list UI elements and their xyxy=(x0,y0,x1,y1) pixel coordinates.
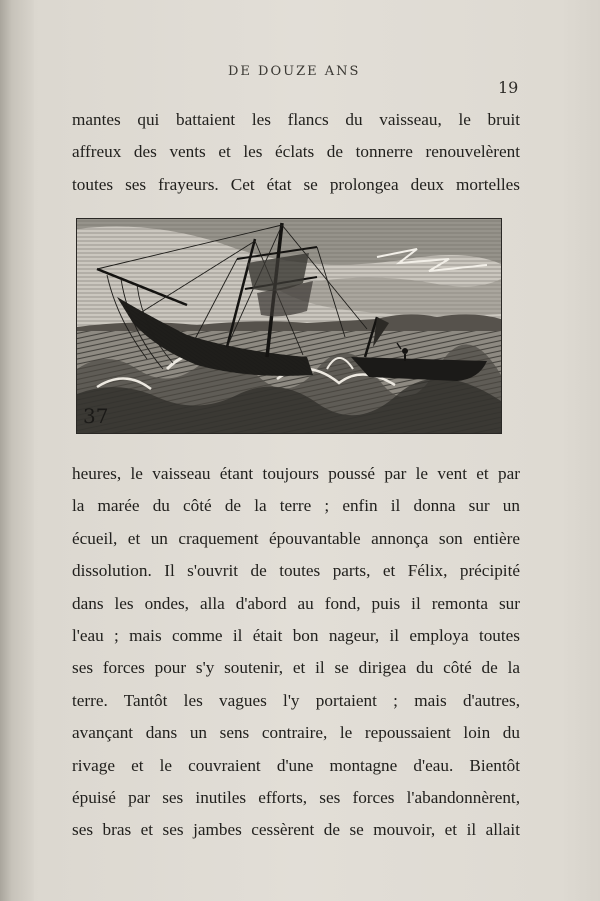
text-line: écueil, et un craquement épouvantable annonça son entière xyxy=(72,528,520,548)
text-line: heures, le vaisseau étant toujours poussé par le vent et par xyxy=(72,464,520,483)
text-line: toutes ses frayeurs. Cet état se prolongea deux mortelles xyxy=(72,174,520,194)
running-head: DE DOUZE ANS xyxy=(228,64,361,79)
shipwreck-engraving xyxy=(76,218,502,434)
paragraph-bottom xyxy=(72,458,520,847)
sailor-figure xyxy=(402,348,408,354)
text-line: dans les ondes, alla d'abord au fond, puis il remonta sur xyxy=(72,593,520,613)
text-line: ses bras et ses jambes cessèrent de se mouvoir, et il allait xyxy=(72,820,520,840)
page-number: 19 xyxy=(498,78,519,97)
book-page xyxy=(28,0,600,901)
paragraph-top xyxy=(72,104,520,201)
text-line: terre. Tantôt les vagues l'y portaient ; mais d'autres, xyxy=(72,690,520,710)
text-line: épuisé par ses inutiles efforts, ses forces l'abandonnèrent, xyxy=(72,788,520,808)
text-line: rivage et le couvraient d'une montagne d'eau. Bientôt xyxy=(72,755,520,775)
text-line: avançant dans un sens contraire, le repoussaient loin du xyxy=(72,723,520,743)
text-line: dissolution. Il s'ouvrit de toutes parts, et Félix, précipité xyxy=(72,561,520,581)
text-line: l'eau ; mais comme il était bon nageur, il employa toutes xyxy=(72,626,520,646)
text-line: ses forces pour s'y soutenir, et il se dirigea du côté de la xyxy=(72,658,520,678)
shipwreck-engraving-svg xyxy=(77,219,501,433)
text-line: la marée du côté de la terre ; enfin il donna sur un xyxy=(72,496,520,516)
plate-mark: 37 xyxy=(83,404,109,428)
text-line: mantes qui battaient les flancs du vaisseau, le bruit xyxy=(72,110,520,129)
text-line: affreux des vents et les éclats de tonnerre renouvelèrent xyxy=(72,142,520,162)
